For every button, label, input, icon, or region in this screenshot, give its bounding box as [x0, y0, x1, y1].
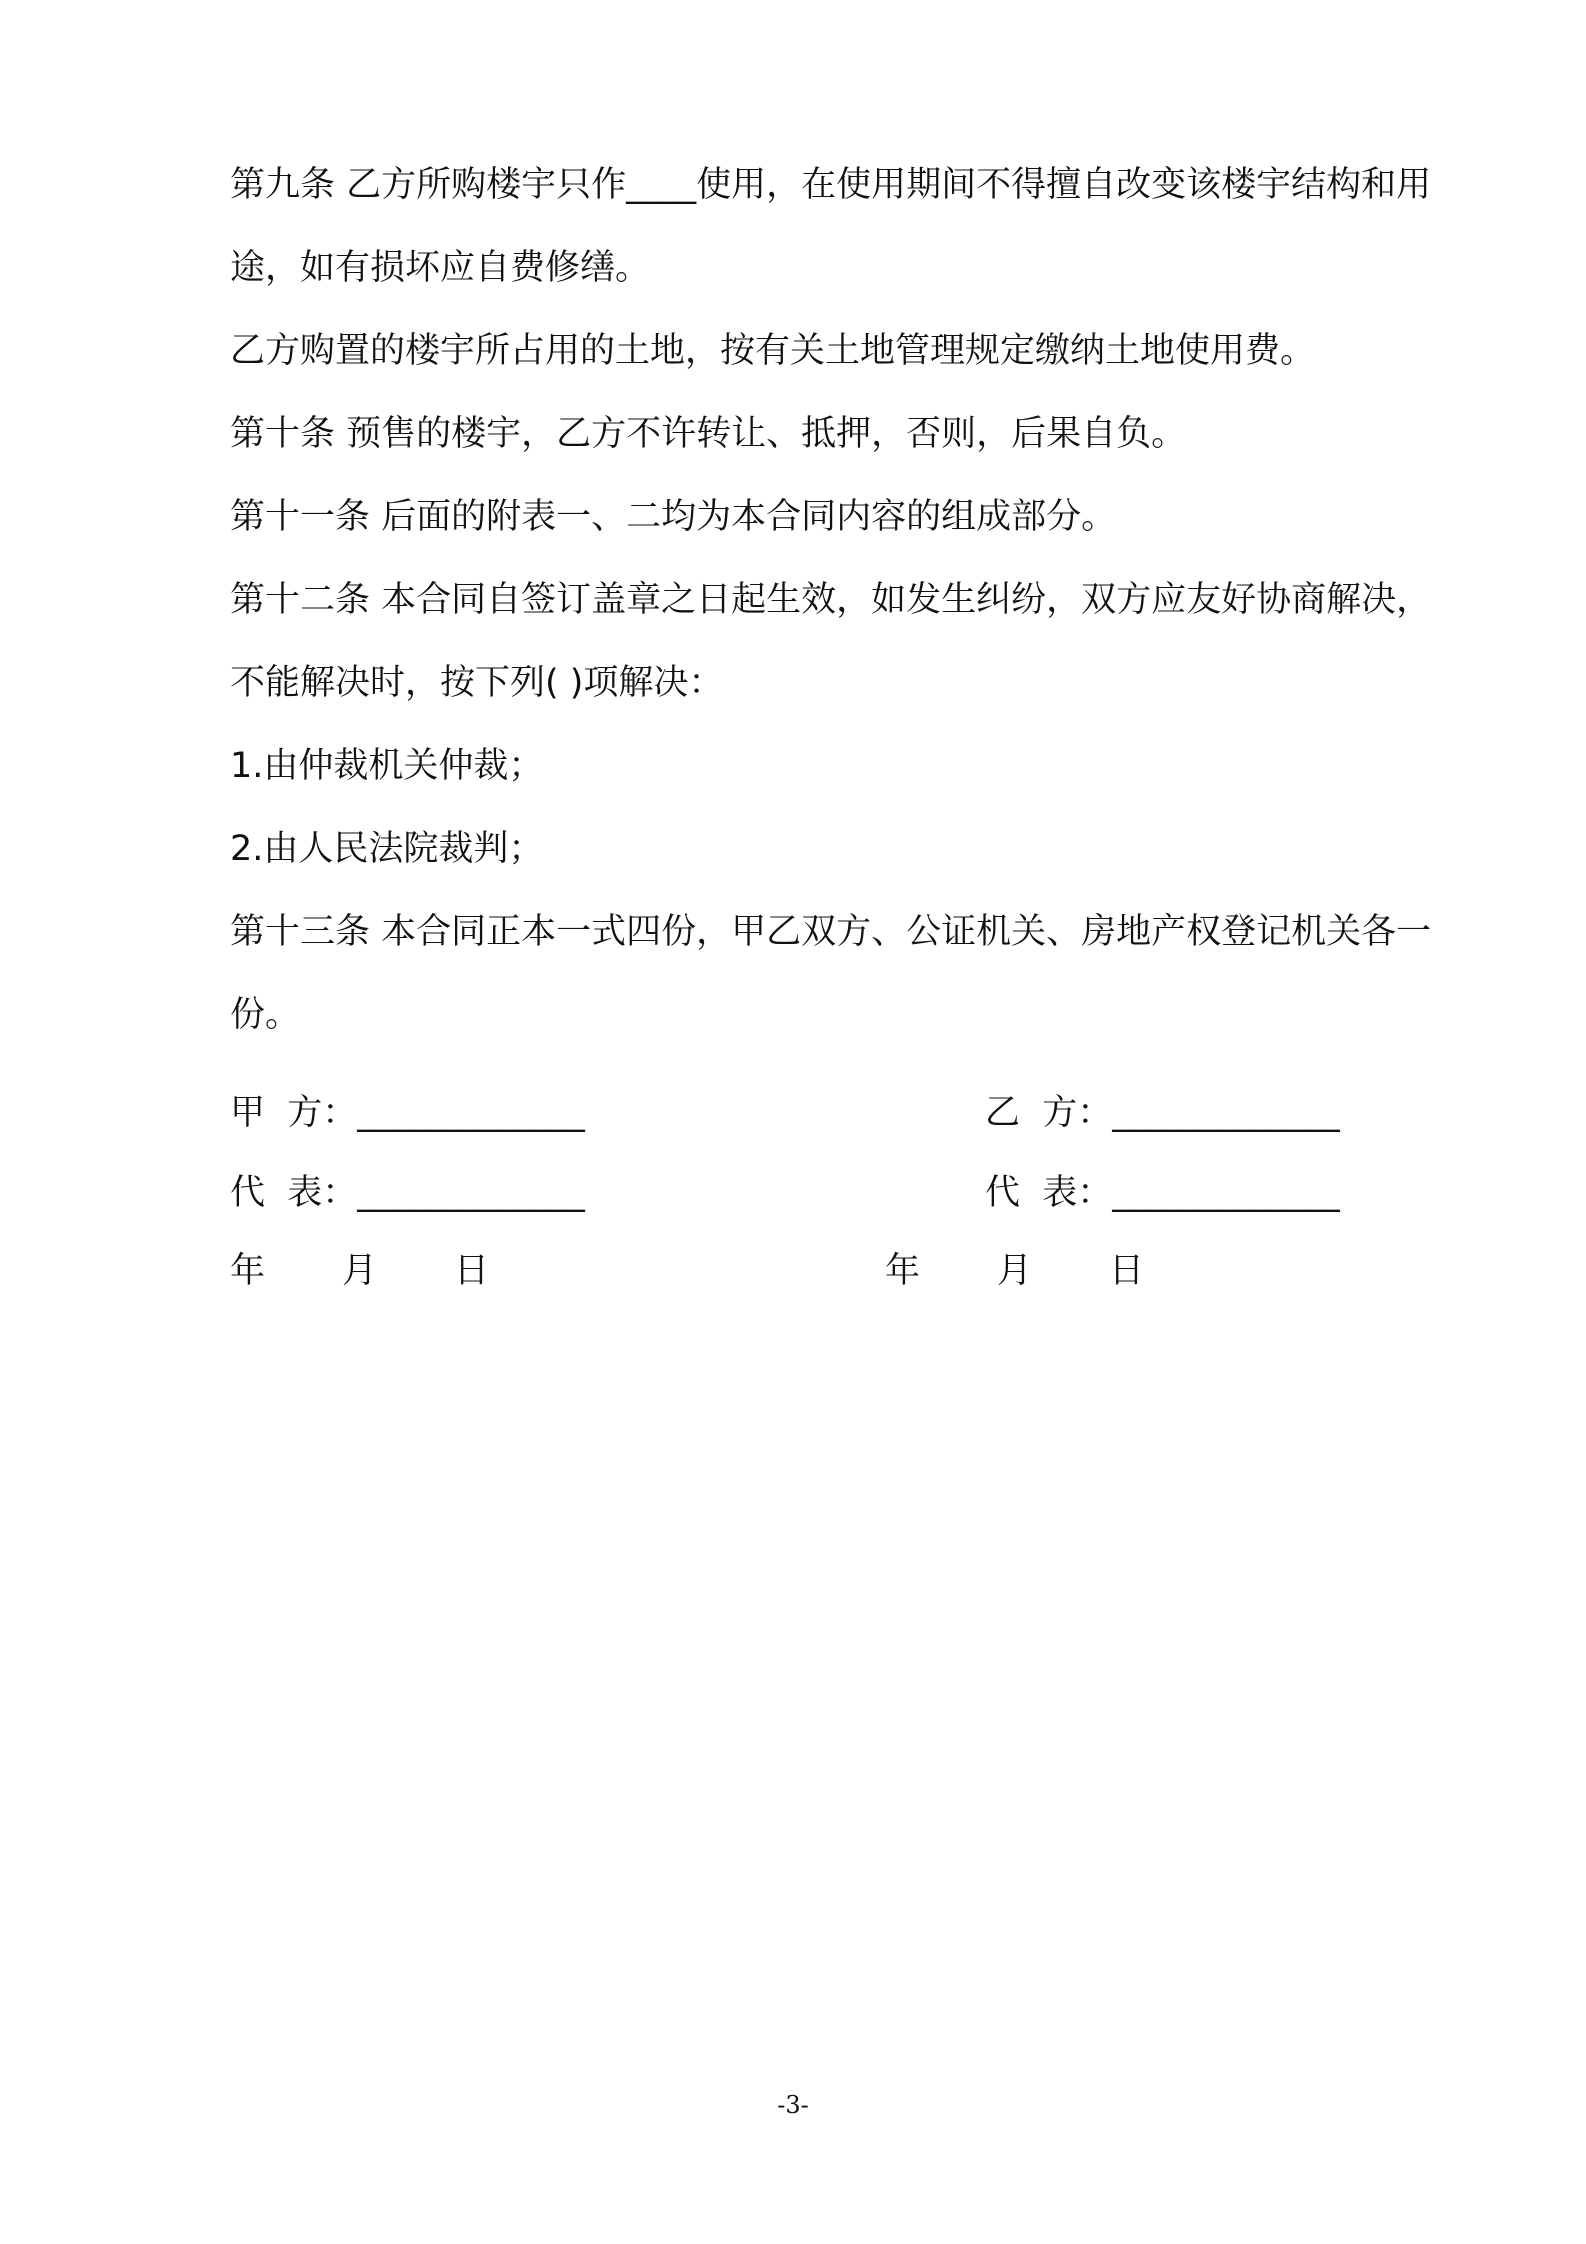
clause-11: 第十一条 后面的附表一、二均为本合同内容的组成部分。 — [230, 497, 1117, 537]
resolution-option-2: 2.由人民法院裁判； — [230, 829, 544, 869]
date-month-label: 月 — [342, 1251, 378, 1291]
date-year-label: 年 — [230, 1251, 266, 1291]
party-b-representative-line: 代 表：_____________ — [985, 1173, 1340, 1213]
clause-9: 第九条 乙方所购楼宇只作____使用，在使用期间不得擅自改变该楼宇结构和用途，如有损坏应自费修缮。 — [230, 165, 1432, 288]
party-a-representative-line: 代 表：_____________ — [230, 1173, 585, 1213]
date-month-label: 月 — [997, 1251, 1033, 1291]
clause-12: 第十二条 本合同自签订盖章之日起生效，如发生纠纷，双方应友好协商解决，不能解决时，按下列( )项解决： — [230, 580, 1432, 703]
page-number: -3- — [777, 2091, 809, 2119]
land-fee-paragraph: 乙方购置的楼宇所占用的土地，按有关土地管理规定缴纳土地使用费。 — [230, 331, 1316, 371]
clause-10: 第十条 预售的楼宇，乙方不许转让、抵押，否则，后果自负。 — [230, 414, 1187, 454]
resolution-option-1: 1.由仲裁机关仲裁； — [230, 746, 544, 786]
clause-13: 第十三条 本合同正本一式四份，甲乙双方、公证机关、房地产权登记机关各一份。 — [230, 912, 1432, 1035]
date-day-label: 日 — [454, 1251, 490, 1291]
party-a-signature-line: 甲 方：_____________ — [230, 1093, 585, 1133]
party-b-signature-line: 乙 方：_____________ — [985, 1093, 1340, 1133]
date-day-label: 日 — [1109, 1251, 1145, 1291]
date-year-label: 年 — [885, 1251, 921, 1291]
